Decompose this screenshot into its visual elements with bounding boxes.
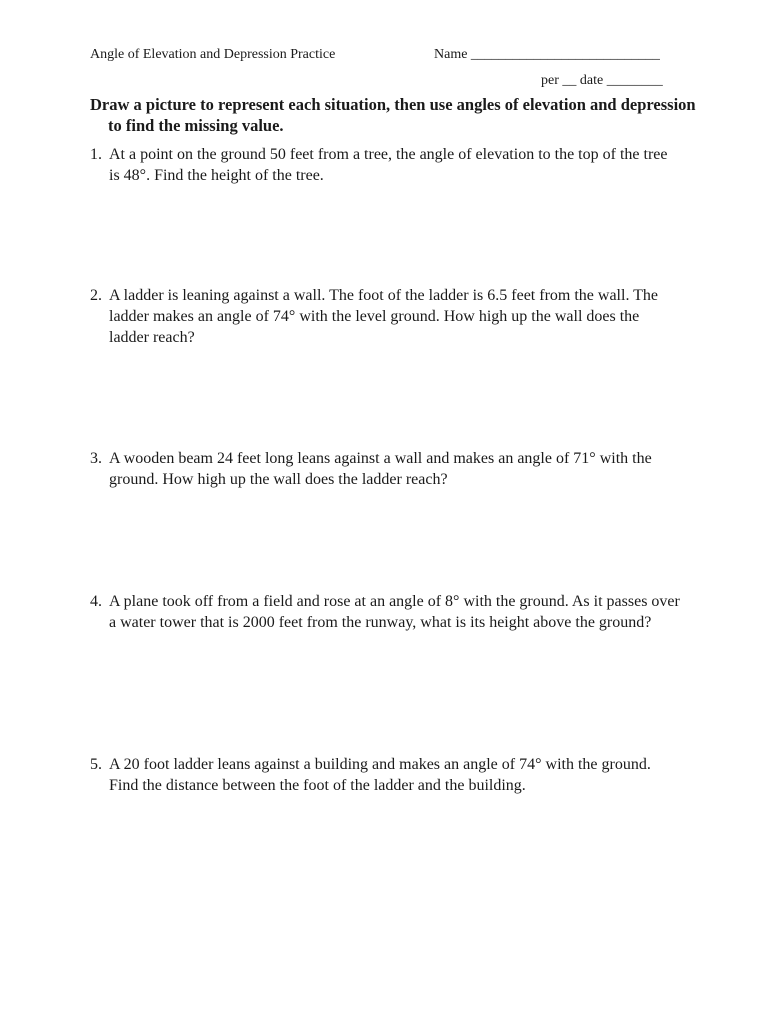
question-text: A wooden beam 24 feet long leans against a wall and makes an angle of 71° with the ground. How high up the wall does the ladder reach? (109, 450, 652, 488)
worksheet-title: Angle of Elevation and Depression Practice (90, 47, 336, 62)
question-number: 3. (90, 450, 102, 467)
name-field: Name ___________________________ (434, 47, 660, 62)
instructions: Draw a picture to represent each situation, then use angles of elevation and depression to find the missing value. (90, 95, 696, 135)
question-text: A ladder is leaning against a wall. The foot of the ladder is 6.5 feet from the wall. The ladder makes an angle of 74° with the level ground. How high up the wall does the ladder reach? (109, 287, 659, 346)
period-date-field: per __ date ________ (541, 73, 663, 88)
question-text: A 20 foot ladder leans against a building and makes an angle of 74° with the ground. Find the distance between the foot of the ladder and the building. (109, 756, 651, 794)
question-4 (90, 591, 680, 633)
question-number: 5. (90, 756, 102, 773)
question-3 (90, 448, 680, 490)
question-number: 1. (90, 146, 102, 163)
question-1 (90, 144, 680, 186)
question-number: 4. (90, 593, 102, 610)
question-2 (90, 285, 680, 348)
question-5 (90, 754, 680, 796)
question-text: At a point on the ground 50 feet from a tree, the angle of elevation to the top of the tree is 48°. Find the height of the tree. (109, 146, 668, 184)
question-number: 2. (90, 287, 102, 304)
question-text: A plane took off from a field and rose at an angle of 8° with the ground. As it passes over a water tower that is 2000 feet from the runway, what is its height above the ground? (109, 593, 680, 631)
